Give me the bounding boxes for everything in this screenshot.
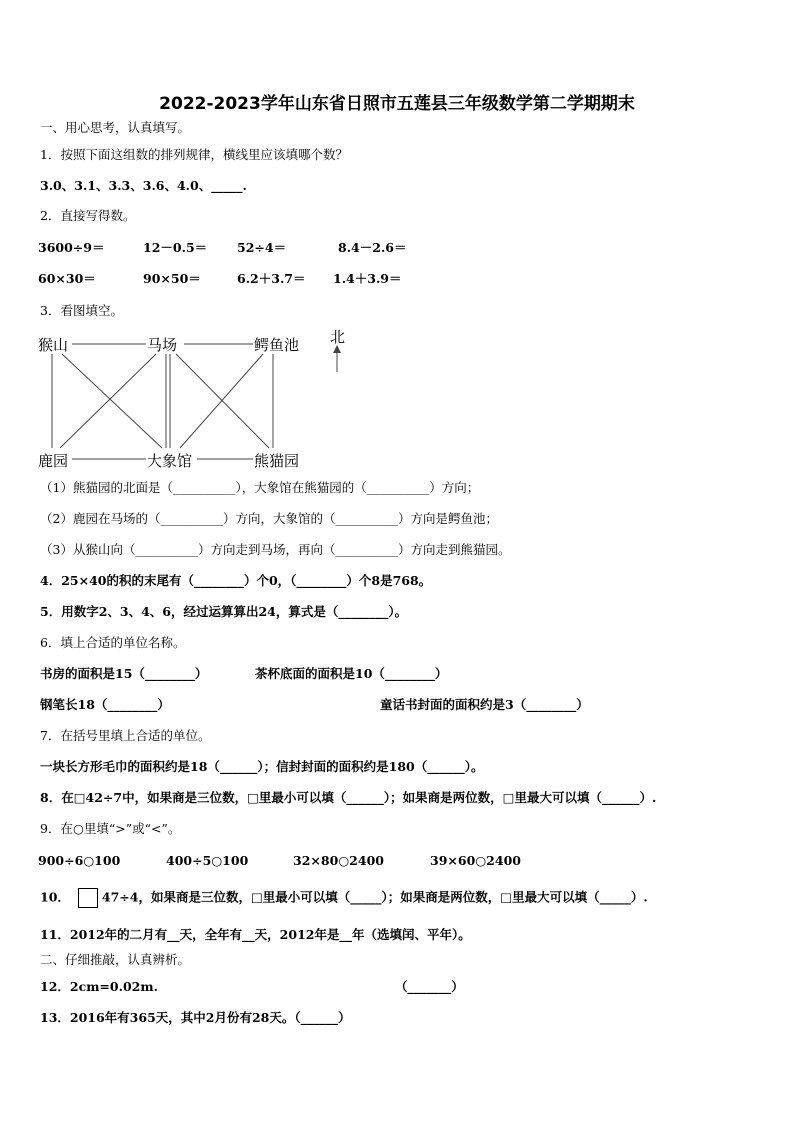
calc-item: 8.4－2.6＝ [338,240,407,255]
question-7-line: 一块长方形毛巾的面积约是18（______）；信封封面的面积约是180（______）。 [40,759,484,774]
question-3-part-3: （3）从猴山向（__________）方向走到马场，再向（__________）方向走到熊猫园。 [40,542,511,557]
question-12: 12．2cm=0.02m. [40,979,158,994]
question-4: 4．25×40的积的末尾有（________）个0，（________）个8是768。 [40,573,432,588]
question-10-number: 10． [40,889,70,905]
question-11: 11．2012年的二月有__天，全年有__天，2012年是__年（选填闰、平年）。 [40,927,471,942]
map-label-crocodile-pond: 鳄鱼池 [254,336,300,354]
compare-item: 32×80○2400 [293,853,384,868]
question-6-a: 书房的面积是15（________） [40,666,208,681]
question-1-sequence: 3.0、3.1、3.3、3.6、4.0、_____. [40,178,247,193]
question-3-part-1: （1）熊猫园的北面是（__________），大象馆在熊猫园的（__________）方向； [40,480,480,495]
question-3-part-2: （2）鹿园在马场的（__________）方向，大象馆的（__________）方向是鳄鱼池； [40,511,498,526]
map-label-deer-park: 鹿园 [38,452,69,470]
map-label-monkey-hill: 猴山 [38,336,69,354]
question-3-stem: 3．看图填空。 [40,303,123,318]
question-13: 13．2016年有365天，其中2月份有28天。（______） [40,1010,351,1025]
question-7-stem: 7．在括号里填上合适的单位。 [40,728,211,743]
compare-item: 900÷6○100 [38,853,121,868]
compare-item: 400÷5○100 [166,853,249,868]
question-10-text: 47÷4，如果商是三位数，□里最小可以填（_____）；如果商是两位数，□里最大可以填（_____）. [101,889,648,905]
question-9-stem: 9．在○里填“>”或“<”。 [40,821,181,836]
calc-item: 90×50＝ [143,271,201,286]
map-label-horse-farm: 马场 [147,336,178,354]
calc-item: 52÷4＝ [237,240,287,255]
question-6-d: 童话书封面的面积约是3（________） [380,697,589,712]
calc-item: 3600÷9＝ [38,240,105,255]
section-heading-2: 二、仔细推敲，认真辨析。 [40,952,191,967]
question-6-stem: 6．填上合适的单位名称。 [40,635,186,650]
page-title: 2022-2023学年山东省日照市五莲县三年级数学第二学期期末 [159,94,635,114]
map-label-panda-park: 熊猫园 [254,452,300,470]
question-5: 5．用数字2、3、4、6，经过运算算出24，算式是（________）。 [40,604,408,619]
calc-item: 1.4＋3.9＝ [333,271,402,286]
question-2-stem: 2．直接写得数。 [40,208,136,223]
blank-box [78,888,98,908]
question-6-b: 茶杯底面的面积是10（________） [255,666,448,681]
question-6-c: 钢笔长18（________） [40,697,170,712]
question-12-blank: （_______） [395,979,464,994]
question-1-stem: 1．按照下面这组数的排列规律，横线里应该填哪个数？ [40,147,348,162]
calc-item: 6.2＋3.7＝ [237,271,306,286]
north-label: 北 [330,328,346,346]
section-heading-1: 一、用心思考，认真填写。 [40,120,191,135]
question-8: 8．在□42÷7中，如果商是三位数，□里最小可以填（______）；如果商是两位数，□里最大可以填（______）. [40,790,657,805]
compare-item: 39×60○2400 [430,853,521,868]
calc-item: 60×30＝ [38,271,96,286]
calc-item: 12－0.5＝ [143,240,208,255]
map-label-elephant-house: 大象馆 [147,452,193,470]
question-10 [40,888,648,908]
